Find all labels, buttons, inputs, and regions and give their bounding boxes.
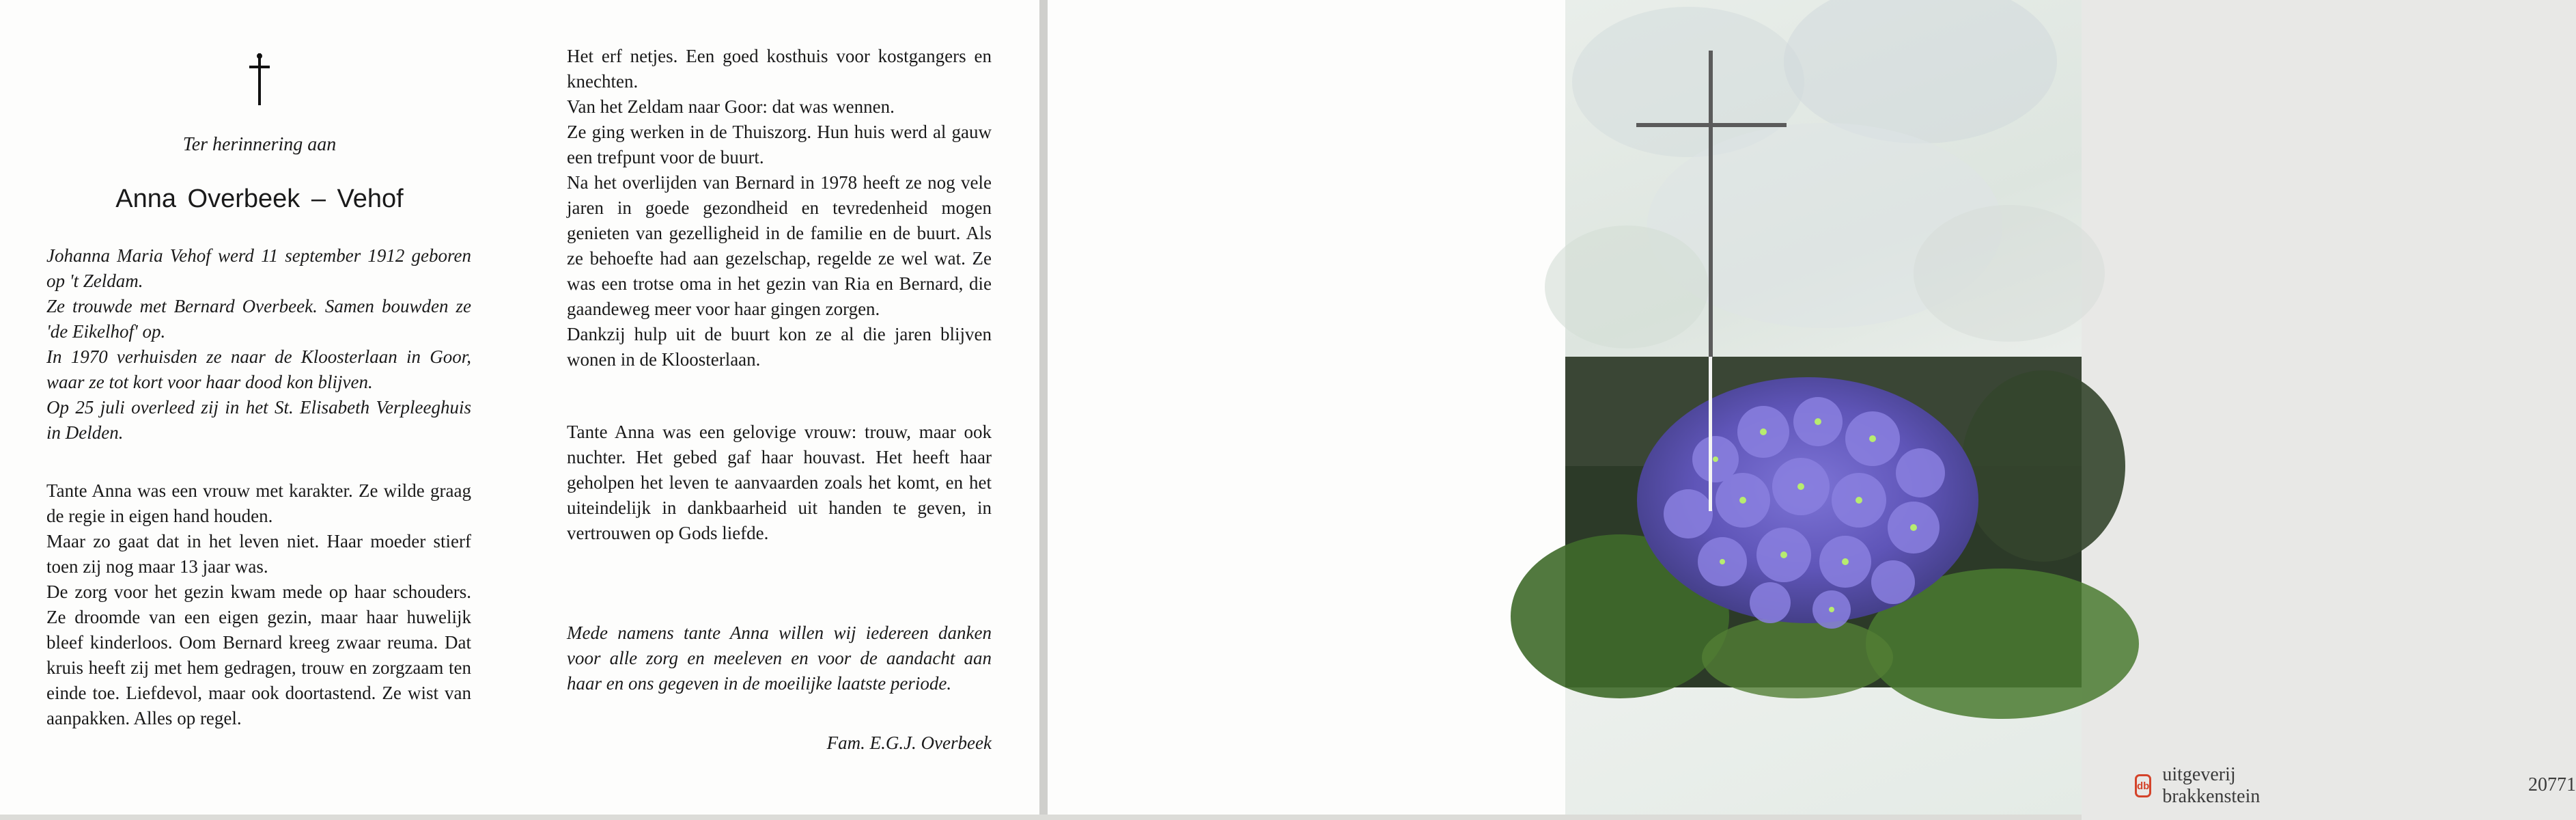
text-line: Het erf netjes. Een goed kosthuis voor kostgangers en knechten. bbox=[567, 46, 992, 92]
bio-line: Op 25 juli overleed zij in het St. Elisabeth Verpleeghuis in Delden. bbox=[46, 397, 471, 443]
large-cross-horizontal bbox=[1636, 123, 1787, 127]
text-line: Na het overlijden van Bernard in 1978 heeft ze nog vele jaren in goede gezondheid en tevredenheid mogen genieten van gezelligheid in de familie en de buurt. Als ze behoefte had aan gezelschap, regelde ze wel wat. Ze was een trotse oma in het gezin van Ria en Bernard, die gaandeweg meer voor haar gingen zorgen. bbox=[567, 172, 992, 319]
large-cross-vertical bbox=[1709, 51, 1713, 358]
text-line: Tante Anna was een vrouw met karakter. Ze wilde graag de regie in eigen hand houden. bbox=[46, 480, 471, 526]
large-cross-highlight bbox=[1709, 357, 1712, 511]
text-line: Mede namens tante Anna willen wij iedereen danken voor alle zorg en meeleven en voor de aandacht aan haar en ons gegeven in de moeilijke laatste periode. bbox=[567, 623, 992, 694]
product-code: 20771 bbox=[2528, 774, 2576, 795]
text-line: Van het Zeldam naar Goor: dat was wennen. bbox=[567, 96, 895, 117]
cover-photo-area bbox=[1565, 0, 2082, 815]
hydrangea-flower-photo bbox=[1565, 357, 2082, 687]
scan-edge bbox=[0, 815, 2082, 820]
intro-text: Ter herinnering aan bbox=[182, 134, 337, 155]
cross-icon bbox=[248, 53, 271, 105]
thanks-paragraph bbox=[567, 620, 992, 696]
biography-block bbox=[46, 243, 471, 446]
publisher-logo-icon: db bbox=[2135, 774, 2151, 797]
life-paragraph bbox=[567, 44, 992, 372]
text-line: Dankzij hulp uit de buurt kon ze al die jaren blijven wonen in de Kloosterlaan. bbox=[567, 324, 992, 370]
text-line: De zorg voor het gezin kwam mede op haar schouders. Ze droomde van een eigen gezin, maar haar huwelijk bleef kinderloos. Oom Bernard kreeg zwaar reuma. Dat kruis heeft zij met hem gedragen, trouw en zorgzaam ten einde toe. Liefdevol, maar ook doortastend. Ze wist van aanpakken. Alles op regel. bbox=[46, 582, 471, 728]
text-line: Maar zo gaat dat in het leven niet. Haar moeder stierf toen zij nog maar 13 jaar was. bbox=[46, 531, 471, 577]
faded-flower-background bbox=[1565, 0, 2082, 357]
family-signature: Fam. E.G.J. Overbeek bbox=[826, 733, 992, 753]
faith-paragraph bbox=[567, 420, 992, 546]
bio-line: Ze trouwde met Bernard Overbeek. Samen bouwden ze 'de Eikelhof' op. bbox=[46, 296, 471, 342]
text-line: Tante Anna was een gelovige vrouw: trouw, maar ook nuchter. Het gebed gaf haar houvast. Het heeft haar geholpen het leven te aanvaarden zoals het komt, en het uiteindelijk in dankbaarheid uit handen te geven, in vertrouwen op Gods liefde. bbox=[567, 422, 992, 543]
publisher-imprint bbox=[2135, 764, 2264, 807]
character-paragraph bbox=[46, 478, 471, 731]
deceased-name: Anna Overbeek – Vehof bbox=[115, 184, 404, 213]
bio-line: Johanna Maria Vehof werd 11 september 1912 geboren op 't Zeldam. bbox=[46, 245, 471, 291]
bio-line: In 1970 verhuisden ze naar de Kloosterlaan in Goor, waar ze tot kort voor haar dood kon blijven. bbox=[46, 346, 471, 392]
publisher-name: uitgeverij brakkenstein bbox=[2162, 764, 2260, 807]
card-inside-panel bbox=[0, 0, 1039, 815]
text-line: Ze ging werken in de Thuiszorg. Hun huis werd al gauw een trefpunt voor de buurt. bbox=[567, 122, 992, 167]
fold-divider bbox=[1039, 0, 1048, 820]
